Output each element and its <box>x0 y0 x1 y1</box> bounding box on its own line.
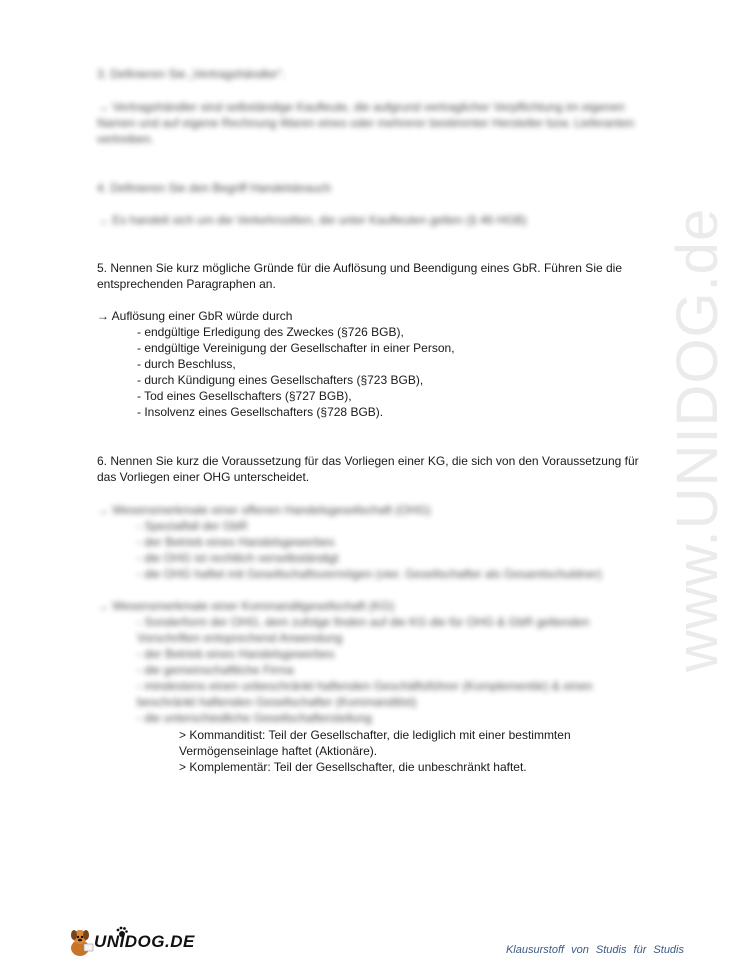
q6-kg-line: Vorschriften entsprechend Anwendung <box>137 631 343 645</box>
q4-answer: → Es handelt sich um die Verkehrssitten, die unter Kaufleuten gelten (§ 46 HGB) <box>97 213 527 227</box>
q6-question-line: 6. Nennen Sie kurz die Voraussetzung für das Vorliegen einer KG, die sich von den Voraussetzung für <box>97 454 639 468</box>
q6-kg-line: - der Betrieb eines Handelsgewerbes <box>137 647 335 661</box>
q5-item: - Insolvenz eines Gesellschafters (§728 BGB). <box>137 405 384 419</box>
q6-sub-item: > Komplementär: Teil der Gesellschafter, die unbeschränkt haftet. <box>179 760 527 774</box>
q5-intro: → Auflösung einer GbR würde durch <box>97 309 293 323</box>
q6-sub-item: Vermögenseinlage haftet (Aktionäre). <box>179 744 378 758</box>
q5-question-line: 5. Nennen Sie kurz mögliche Gründe für die Auflösung und Beendigung eines GbR. Führen Sie die <box>97 261 622 275</box>
q6-sub-item: > Kommanditist: Teil der Gesellschafter, die lediglich mit einer bestimmten <box>179 728 571 742</box>
q3-answer-line: vertreiben. <box>97 132 154 146</box>
q6-ohg-line: - die OHG haftet mit Gesellschaftsvermögen (vier. Gesellschafter als Gesamtschuldner) <box>137 567 602 581</box>
q6-ohg-line: - Spezialfall der GbR <box>137 519 248 533</box>
q3-answer-line: Namen und auf eigene Rechnung Waren eines oder mehrerer bestimmter Hersteller bzw. Lieferanten <box>97 116 635 130</box>
q3-answer-line: → Vertragshändler sind selbständige Kaufleute, die aufgrund vertraglicher Verpflichtung im eigenen <box>97 100 625 114</box>
q5-item: - durch Kündigung eines Gesellschafters (§723 BGB), <box>137 373 424 387</box>
q5-item: - endgültige Erledigung des Zweckes (§726 BGB), <box>137 325 404 339</box>
q5-item: - Tod eines Gesellschafters (§727 BGB), <box>137 389 352 403</box>
q4-title: 4. Definieren Sie den Begriff Handelsbrauch <box>97 181 331 195</box>
q6-kg-line: beschränkt haftenden Gesellschafter (Kommanditist) <box>137 695 417 709</box>
q5-item: - endgültige Vereinigung der Gesellschafter in einer Person, <box>137 341 455 355</box>
q6-kg-line: - mindestens einen unbeschränkt haftenden Geschäftsführer (Komplementär) & einen <box>137 679 593 693</box>
q5-item: - durch Beschluss, <box>137 357 236 371</box>
q6-kg-line: → Wesensmerkmale einer Kommanditgesellschaft (KG) <box>97 599 395 613</box>
unidog-logo <box>66 926 196 960</box>
dog-mascot-icon <box>66 926 94 958</box>
q6-kg-line: - Sonderform der OHG, dem zufolge finden auf die KG die für OHG & GbR geltenden <box>137 615 590 629</box>
q5-question-line: entsprechenden Paragraphen an. <box>97 277 276 291</box>
q6-ohg-line: - die OHG ist rechtlich verselbständigt <box>137 551 339 565</box>
q6-ohg-line: - der Betrieb eines Handelsgewerbes <box>137 535 335 549</box>
q6-ohg-line: → Wesensmerkmale einer offenen Handelsgesellschaft (OHG) <box>97 503 431 517</box>
watermark-text: www.UNIDOG.de <box>665 207 730 672</box>
q3-title: 3. Definieren Sie „Vertragshändler“. <box>97 67 286 81</box>
q6-kg-line: - die gemeinschaftliche Firma <box>137 663 294 677</box>
q6-kg-line: - die unterschiedliche Gesellschafterstellung <box>137 711 372 725</box>
q6-question-line: das Vorliegen einer OHG unterscheidet. <box>97 470 310 484</box>
logo-text: UNIDOG.DE <box>94 932 195 951</box>
footer-tagline: Klausurstoff von Studis für Studis <box>505 944 684 956</box>
